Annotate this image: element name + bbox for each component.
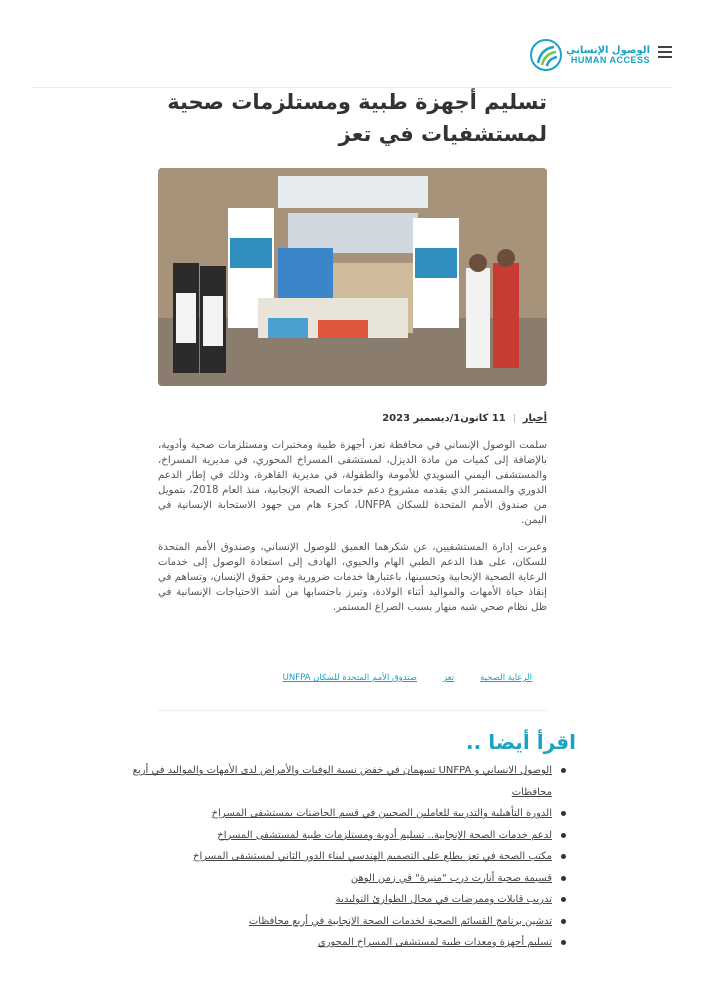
- article-tags: [283, 673, 532, 683]
- tag-link[interactable]: تعز: [442, 673, 455, 683]
- list-item: [128, 825, 568, 847]
- meta-separator: [514, 414, 515, 423]
- article-photo: [158, 168, 547, 386]
- read-also-list: [128, 760, 568, 954]
- list-item: [128, 846, 568, 868]
- list-item: [128, 760, 568, 803]
- site-header: [32, 34, 672, 78]
- list-item: [128, 889, 568, 911]
- hamburger-menu-icon[interactable]: [658, 46, 672, 58]
- article-meta: [382, 413, 547, 424]
- related-article-link[interactable]: تدريب قابلات وممرضات في مجال الطوارئ التوليدية: [335, 894, 552, 905]
- logo-arabic-text: الوصول الإنساني: [566, 44, 650, 56]
- related-article-link[interactable]: لدعم خدمات الصحة الإنجابية.. تسليم أدوية ومستلزمات طبية لمستشفى المسراخ: [217, 829, 552, 841]
- list-item: [128, 932, 568, 954]
- article-title: تسليم أجهزة طبية ومستلزمات صحية لمستشفيات في تعز: [167, 90, 547, 146]
- read-also-heading: اقرأ أيضا ..: [466, 730, 576, 754]
- tags-divider: [158, 710, 547, 711]
- related-article-link[interactable]: تدشين برنامج القسائم الصحية لخدمات الصحة الإنجابية في أربع محافظات: [248, 915, 552, 927]
- related-article-link[interactable]: قسيمة صحية أنارت درب "منيرة" في زمن الوهن: [350, 872, 552, 884]
- article-paragraph-1: سلمت الوصول الإنساني في محافظة تعز، أجهزة طبية ومختبرات ومستلزمات صحية وأدوية، بالإضافة إلى كميات من مادة الديزل، لمستشفى المسراخ المحوري، في مديرية المسراخ، والمستشفى اليمني السويدي للأمومة والطفولة، في مديرية القاهرة، وذلك في إطار الدعم الدوري والمستمر الذي يقدمه مشروع دعم خدمات الصحة الإنجابية، منذ العام 2018، بتمويل من صندوق الأمم المتحدة للسكان UNFPA، كجزء هام من جهود الاستجابة الإنسانية في اليمن.: [158, 440, 548, 526]
- related-article-link[interactable]: مكتب الصحة في تعز يطلع على التصميم الهندسي لبناء الدور الثاني لمستشفى المسراخ: [193, 851, 552, 862]
- list-item: [128, 868, 568, 890]
- site-logo[interactable]: [530, 37, 650, 73]
- logo-english-text: HUMAN ACCESS: [570, 54, 650, 65]
- article-paragraph-2: وعبرت إدارة المستشفيين، عن شكرهما العميق للوصول الإنساني، وصندوق الأمم المتحدة للسكان، على هذا الدعم الطبي الهام والحيوي، الهادف إلى استعادة الوصول إلى خدمات الرعاية الصحية الإنجابية وتحسينها، باعتبارها خدمات ضرورية ومن حقوق الإنسان، وتساهم في إنقاذ حياة الأمهات والمواليد أثناء الولادة، وتبرز باحتسابها من أشد الاحتياجات الإنسانية في ظل نظام صحي شبه منهار بسبب الصراع المستمر.: [158, 542, 547, 613]
- article-date: 11 كانون1/ديسمبر 2023: [382, 413, 506, 424]
- human-access-logo-icon: [530, 39, 562, 71]
- related-article-link[interactable]: الدورة التأهيلية والتدريبة للعاملين الصحيين في قسم الحاضنات بمستشفى المسراخ: [211, 808, 552, 819]
- related-article-link[interactable]: الوصول الانساني و UNFPA تسهمان في خفض نسبة الوفيات والأمراض لدى الأمهات والمواليد في أربع محافظات: [132, 765, 552, 798]
- related-article-link[interactable]: تسليم أجهزة ومعدات طبية لمستشفى المسراخ المحوري: [317, 937, 552, 948]
- list-item: [128, 911, 568, 933]
- medical-supplies-delivery-image: [158, 168, 547, 386]
- tag-link[interactable]: الرعاية الصحية: [480, 673, 532, 683]
- tag-link[interactable]: صندوق الأمم المتحدة للسكان UNFPA: [282, 673, 417, 683]
- article-category-link[interactable]: أخبار: [522, 413, 547, 424]
- list-item: [128, 803, 568, 825]
